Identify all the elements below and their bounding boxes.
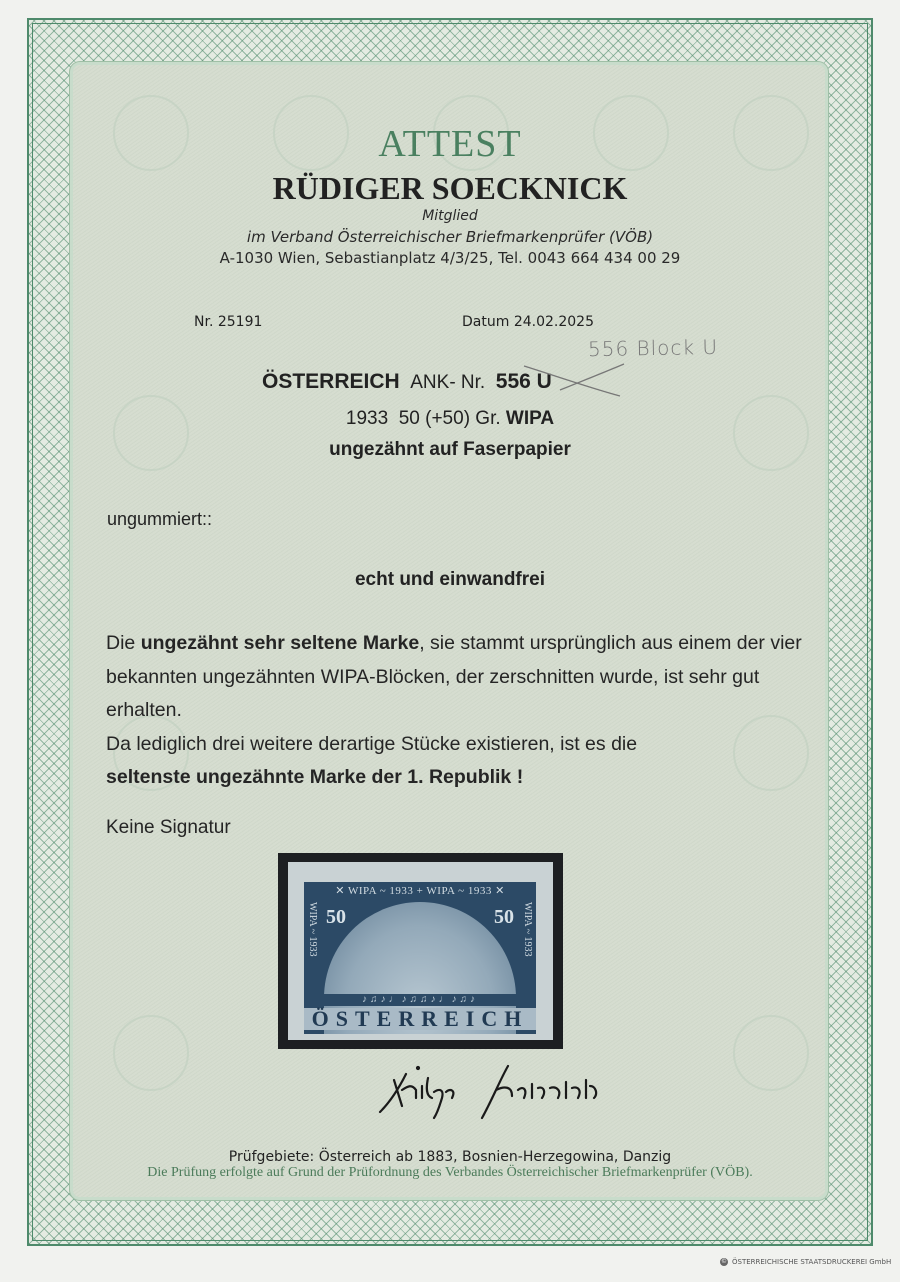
- certificate-number: [194, 314, 262, 330]
- stamp-value-right: 50: [494, 906, 514, 928]
- issue-value: 50 (+50) Gr.: [398, 408, 501, 429]
- stamp-side-right: WIPA ~ 1933: [522, 902, 533, 957]
- number-label: Nr.: [194, 314, 214, 330]
- certificate-title: ATTEST: [378, 123, 522, 165]
- printer-name: ÖSTERREICHISCHE STAATSDRUCKEREI GmbH: [732, 1258, 892, 1266]
- number-value: 25191: [217, 314, 263, 330]
- issue-year: 1933: [345, 408, 389, 429]
- signature-note: Keine Signatur: [106, 817, 231, 838]
- issue-line: [0, 408, 900, 430]
- desc-bold-1: ungezähnt sehr seltene Marke: [140, 632, 420, 654]
- examination-rules: Die Prüfung erfolgte auf Grund der Prüfordnung des Verbandes Österreichischer Briefmarkenprüfer (VÖB).: [147, 1165, 753, 1180]
- date-label: Datum: [462, 314, 510, 330]
- stamp-photo: [278, 853, 563, 1049]
- voeb-watermark-icon: [733, 1015, 809, 1091]
- examiner-address: A-1030 Wien, Sebastianplatz 4/3/25, Tel. 0043 664 434 00 29: [219, 249, 681, 267]
- desc-prefix: Die: [106, 632, 141, 654]
- catalog-label: ANK- Nr.: [410, 372, 486, 393]
- membership-label: Mitglied: [422, 208, 478, 224]
- voeb-watermark-icon: [113, 1015, 189, 1091]
- date-value: 24.02.2025: [513, 314, 594, 330]
- stamp-paper: [288, 862, 553, 1040]
- copyright-icon: ©: [721, 1258, 727, 1265]
- examiner-name: RÜDIGER SOECKNICK: [272, 170, 628, 206]
- verdict: echt und einwandfrei: [354, 569, 546, 590]
- stamp-country: ÖSTERREICH: [304, 1008, 536, 1030]
- printer-credit: [720, 1258, 891, 1266]
- desc-p2: Da lediglich drei weitere derartige Stücke existieren, ist es die: [106, 732, 638, 755]
- certificate-date: [462, 314, 594, 330]
- catalog-number: 556 U: [495, 370, 552, 393]
- examiner-signature: [372, 1060, 632, 1130]
- stamp-value-left: 50: [326, 906, 346, 928]
- stamp-top-inscription: ✕ WIPA ~ 1933 + WIPA ~ 1933 ✕: [335, 885, 505, 897]
- condition-line: ungezähnt auf Faserpapier: [329, 439, 571, 460]
- issue-name: WIPA: [505, 408, 555, 429]
- association-name: im Verband Österreichischer Briefmarkenprüfer (VÖB): [246, 228, 654, 246]
- gum-status: ungummiert::: [107, 509, 213, 529]
- pencil-strike-mark: [520, 360, 630, 400]
- catalog-line: [262, 370, 552, 394]
- examination-areas: Prüfgebiete: Österreich ab 1883, Bosnien-Herzegowina, Danzig: [228, 1149, 672, 1165]
- desc-bold-2: seltenste ungezähnte Marke der 1. Republik !: [106, 766, 524, 788]
- description-text: [106, 627, 806, 795]
- stamp-side-left: WIPA ~ 1933: [307, 902, 318, 957]
- desc-rest: , sie stammt ursprünglich aus einem der vier bekannten ungezähnten WIPA-Blöcken, der zerschnitten wurde, ist sehr gut erhalten.: [106, 632, 802, 721]
- stamp-design: [304, 882, 536, 1034]
- country-name: ÖSTERREICH: [262, 370, 400, 393]
- stamp-music-notes: ♪♫♪♩♪♫♫♪♩♪♫♪: [304, 994, 536, 1006]
- handwritten-note: 556 Block U: [587, 334, 719, 362]
